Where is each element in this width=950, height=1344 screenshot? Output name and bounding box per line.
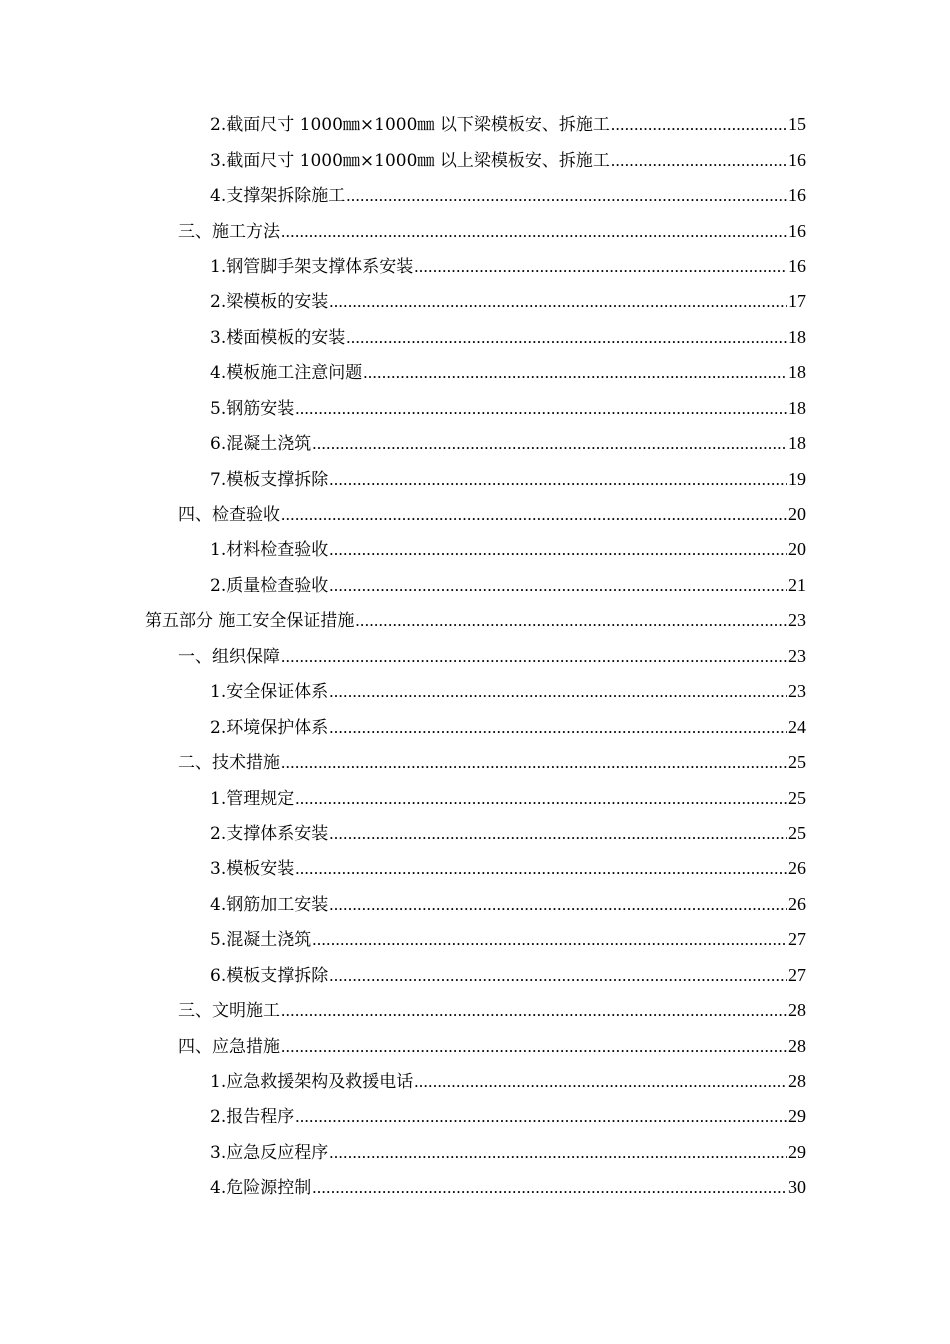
dot-leader [329, 682, 787, 702]
toc-entry-line [178, 752, 806, 773]
dot-leader [329, 292, 787, 312]
toc-entry[interactable] [0, 426, 950, 461]
toc-entry-page-number: 27 [788, 964, 806, 985]
toc-entry-number: 3. [210, 1142, 227, 1163]
toc-entry[interactable] [0, 355, 950, 390]
dot-leader [329, 966, 787, 986]
toc-entry-page-number: 18 [788, 397, 806, 418]
toc-entry-number: 2. [210, 115, 227, 136]
toc-entry[interactable] [0, 497, 950, 532]
toc-entry-number: 2. [210, 1107, 227, 1128]
dot-leader [329, 718, 787, 738]
toc-entry-page-number: 28 [788, 1035, 806, 1056]
toc-entry-line [210, 681, 806, 702]
toc-entry[interactable] [0, 851, 950, 886]
toc-entry[interactable] [0, 816, 950, 851]
dot-leader [281, 753, 787, 773]
toc-entry-page-number: 29 [788, 1141, 806, 1162]
toc-entry-line [210, 398, 806, 419]
toc-entry-number: 1. [210, 788, 227, 809]
toc-entry[interactable] [0, 603, 950, 638]
toc-entry-line [210, 575, 806, 596]
toc-entry[interactable] [0, 461, 950, 496]
toc-entry-title: 支撑架拆除施工 [226, 186, 346, 207]
toc-entry-number: 5. [210, 398, 227, 419]
toc-entry-page-number: 18 [788, 433, 806, 454]
toc-entry-title: 截面尺寸 1000㎜×1000㎜ 以下梁模板安、拆施工 [226, 115, 610, 136]
toc-entry[interactable] [0, 320, 950, 355]
toc-entry[interactable] [0, 674, 950, 709]
dot-leader [414, 257, 787, 277]
toc-entry-title: 梁模板的安装 [226, 292, 329, 313]
toc-entry-title: 安全保证体系 [226, 682, 329, 703]
toc-entry[interactable] [0, 213, 950, 248]
toc-entry-page-number: 21 [788, 574, 806, 595]
toc-entry-page-number: 25 [788, 822, 806, 843]
toc-entry-number: 4. [210, 894, 227, 915]
toc-entry-line [210, 965, 806, 986]
toc-entry-title: 模板安装 [226, 859, 295, 880]
toc-entry-page-number: 20 [788, 504, 806, 525]
dot-leader [414, 1072, 787, 1092]
toc-entry[interactable] [0, 922, 950, 957]
toc-entry[interactable] [0, 639, 950, 674]
toc-entry-title: 四、检查验收 [178, 505, 280, 526]
toc-entry-number: 6. [210, 434, 227, 455]
toc-entry-line [210, 823, 806, 844]
toc-entry-page-number: 29 [788, 1106, 806, 1127]
toc-entry-line [210, 291, 806, 312]
toc-entry-title: 三、文明施工 [178, 1001, 280, 1022]
toc-entry-page-number: 16 [788, 255, 806, 276]
dot-leader [295, 789, 787, 809]
toc-entry-title: 钢筋安装 [226, 398, 295, 419]
table-of-contents [0, 107, 950, 1206]
toc-entry-line [210, 433, 806, 454]
toc-entry-number: 4. [210, 186, 227, 207]
toc-entry-line [210, 717, 806, 738]
dot-leader [346, 328, 787, 348]
toc-entry-title: 危险源控制 [226, 1178, 312, 1199]
toc-entry-number: 2. [210, 823, 227, 844]
toc-entry-line [210, 256, 806, 277]
toc-entry[interactable] [0, 709, 950, 744]
dot-leader [329, 470, 787, 490]
toc-entry[interactable] [0, 532, 950, 567]
toc-entry-line [210, 185, 806, 206]
toc-entry-page-number: 16 [788, 185, 806, 206]
dot-leader [312, 434, 787, 454]
toc-entry-page-number: 25 [788, 787, 806, 808]
toc-entry-number: 4. [210, 1178, 227, 1199]
toc-entry[interactable] [0, 107, 950, 142]
toc-entry-title: 第五部分 施工安全保证措施 [145, 611, 355, 632]
toc-entry-title: 环境保护体系 [226, 717, 329, 738]
toc-entry[interactable] [0, 1099, 950, 1134]
toc-entry[interactable] [0, 1170, 950, 1205]
toc-entry-number: 1. [210, 256, 227, 277]
toc-entry-line [210, 114, 806, 135]
toc-entry-line [210, 1142, 806, 1163]
toc-entry-number: 7. [210, 469, 227, 490]
toc-entry[interactable] [0, 1064, 950, 1099]
toc-entry-line [210, 1106, 806, 1127]
toc-entry-line [178, 504, 806, 525]
toc-entry-title: 模板施工注意问题 [226, 363, 363, 384]
toc-entry-title: 四、应急措施 [178, 1036, 280, 1057]
dot-leader [363, 363, 787, 383]
dot-leader [295, 399, 787, 419]
toc-entry-page-number: 28 [788, 1071, 806, 1092]
toc-entry-title: 支撑体系安装 [226, 823, 329, 844]
toc-entry-line [178, 1036, 806, 1057]
toc-entry-line [145, 610, 806, 631]
toc-entry[interactable] [0, 745, 950, 780]
dot-leader [329, 576, 787, 596]
dot-leader [611, 115, 787, 135]
toc-entry-line [210, 1177, 806, 1198]
toc-entry-page-number: 28 [788, 1000, 806, 1021]
toc-entry[interactable] [0, 178, 950, 213]
dot-leader [329, 824, 787, 844]
toc-entry-line [210, 858, 806, 879]
toc-entry-page-number: 18 [788, 326, 806, 347]
toc-entry-number: 6. [210, 965, 227, 986]
toc-entry-title: 应急救援架构及救援电话 [226, 1072, 414, 1093]
toc-entry-number: 3. [210, 859, 227, 880]
toc-entry-line [210, 150, 806, 171]
toc-entry-title: 管理规定 [226, 788, 295, 809]
toc-entry-line [210, 469, 806, 490]
dot-leader [295, 859, 787, 879]
dot-leader [355, 611, 787, 631]
toc-entry-number: 4. [210, 363, 227, 384]
dot-leader [329, 1143, 787, 1163]
dot-leader [281, 1001, 787, 1021]
dot-leader [281, 505, 787, 525]
toc-entry[interactable] [0, 958, 950, 993]
toc-entry-number: 3. [210, 327, 227, 348]
toc-entry[interactable] [0, 568, 950, 603]
dot-leader [281, 1037, 787, 1057]
toc-entry-title: 应急反应程序 [226, 1142, 329, 1163]
toc-entry[interactable] [0, 780, 950, 815]
toc-entry[interactable] [0, 249, 950, 284]
toc-entry-page-number: 27 [788, 929, 806, 950]
toc-entry[interactable] [0, 391, 950, 426]
toc-entry-line [210, 894, 806, 915]
toc-entry-page-number: 23 [788, 681, 806, 702]
toc-entry-line [210, 327, 806, 348]
dot-leader [329, 895, 787, 915]
toc-entry-page-number: 16 [788, 220, 806, 241]
dot-leader [611, 151, 787, 171]
toc-entry[interactable] [0, 993, 950, 1028]
toc-entry-title: 楼面模板的安装 [226, 327, 346, 348]
toc-entry-title: 二、技术措施 [178, 753, 280, 774]
toc-entry-page-number: 24 [788, 716, 806, 737]
dot-leader [346, 186, 787, 206]
toc-entry-line [210, 788, 806, 809]
toc-entry-number: 1. [210, 1072, 227, 1093]
toc-entry-page-number: 23 [788, 610, 806, 631]
toc-entry-title: 钢筋加工安装 [226, 894, 329, 915]
toc-entry-title: 质量检查验收 [226, 575, 329, 596]
dot-leader [281, 222, 787, 242]
toc-entry-line [178, 221, 806, 242]
toc-entry-title: 材料检查验收 [226, 540, 329, 561]
toc-entry-line [178, 646, 806, 667]
toc-entry[interactable] [0, 1135, 950, 1170]
toc-entry-line [210, 539, 806, 560]
toc-entry-number: 1. [210, 540, 227, 561]
toc-entry-page-number: 30 [788, 1177, 806, 1198]
toc-entry-line [210, 929, 806, 950]
toc-entry-page-number: 25 [788, 752, 806, 773]
toc-entry-title: 报告程序 [226, 1107, 295, 1128]
dot-leader [312, 930, 787, 950]
toc-entry-number: 5. [210, 930, 227, 951]
toc-entry-line [210, 362, 806, 383]
toc-entry-page-number: 18 [788, 362, 806, 383]
toc-entry-page-number: 20 [788, 539, 806, 560]
dot-leader [329, 540, 787, 560]
toc-entry-line [210, 1071, 806, 1092]
toc-entry-number: 2. [210, 717, 227, 738]
toc-entry-title: 一、组织保障 [178, 646, 280, 667]
toc-entry-page-number: 26 [788, 893, 806, 914]
toc-entry-title: 混凝土浇筑 [226, 434, 312, 455]
toc-entry-page-number: 16 [788, 149, 806, 170]
toc-entry-title: 模板支撑拆除 [226, 965, 329, 986]
toc-entry-title: 钢管脚手架支撑体系安装 [226, 256, 414, 277]
toc-entry-page-number: 23 [788, 645, 806, 666]
toc-entry-number: 3. [210, 150, 227, 171]
toc-entry-page-number: 26 [788, 858, 806, 879]
toc-entry-line [178, 1000, 806, 1021]
dot-leader [281, 647, 787, 667]
toc-entry-page-number: 17 [788, 291, 806, 312]
toc-entry-page-number: 19 [788, 468, 806, 489]
dot-leader [295, 1107, 787, 1127]
toc-entry[interactable] [0, 284, 950, 319]
toc-entry-title: 三、施工方法 [178, 221, 280, 242]
toc-entry[interactable] [0, 887, 950, 922]
toc-entry[interactable] [0, 1028, 950, 1063]
toc-entry-title: 截面尺寸 1000㎜×1000㎜ 以上梁模板安、拆施工 [226, 150, 610, 171]
toc-entry-title: 混凝土浇筑 [226, 930, 312, 951]
toc-entry[interactable] [0, 142, 950, 177]
dot-leader [312, 1178, 787, 1198]
toc-entry-number: 2. [210, 292, 227, 313]
toc-entry-title: 模板支撑拆除 [226, 469, 329, 490]
toc-entry-number: 2. [210, 575, 227, 596]
toc-entry-page-number: 15 [788, 114, 806, 135]
toc-entry-number: 1. [210, 682, 227, 703]
